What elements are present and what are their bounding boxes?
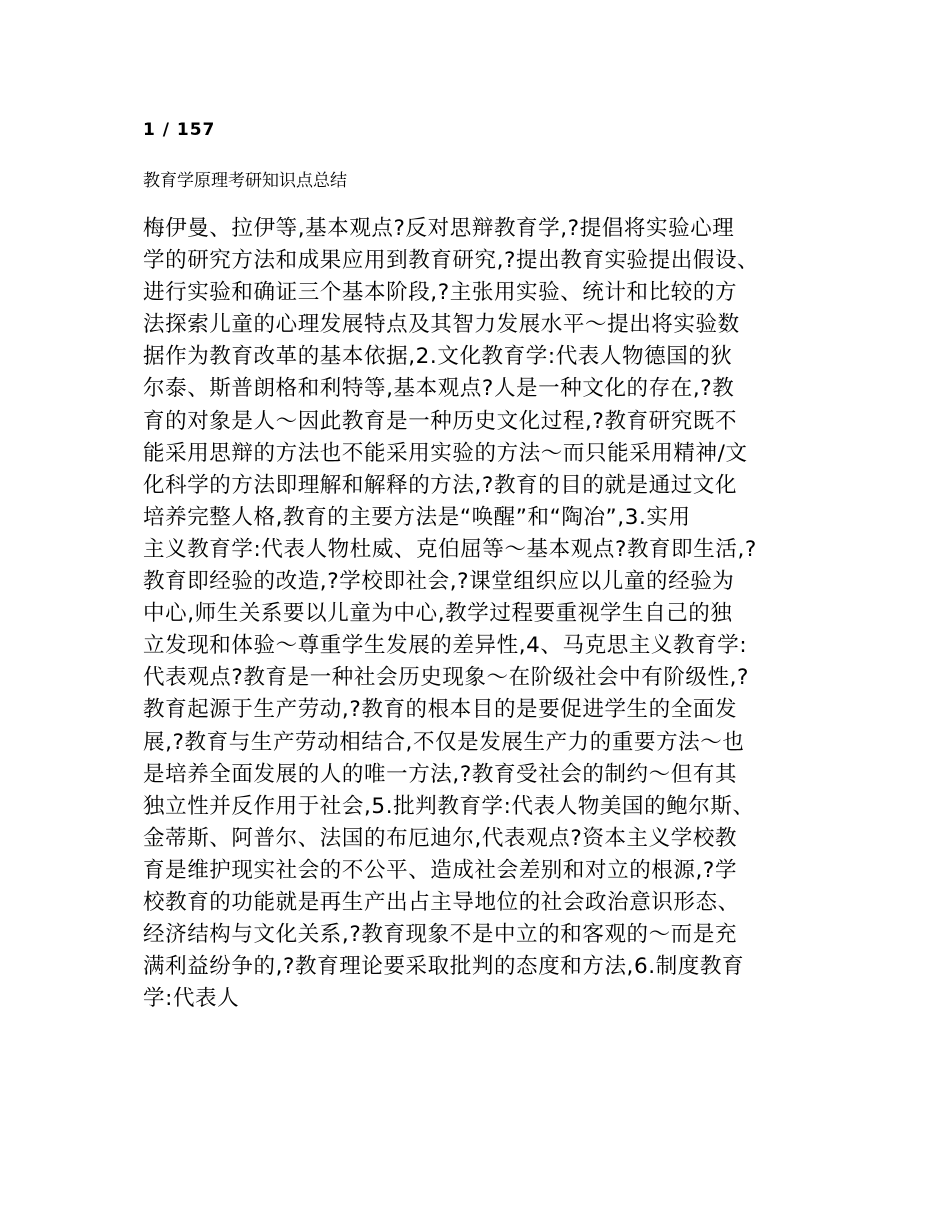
body-line: 金蒂斯、阿普尔、法国的布厄迪尔,代表观点?资本主义学校教	[143, 825, 738, 851]
body-line: 独立性并反作用于社会,5.批判教育学:代表人物美国的鲍尔斯、	[143, 793, 755, 819]
body-line: 立发现和体验～尊重学生发展的差异性,4、马克思主义教育学:	[143, 633, 748, 659]
body-line: 经济结构与文化关系,?教育现象不是中立的和客观的～而是充	[143, 922, 738, 948]
body-line: 教育起源于生产劳动,?教育的根本目的是要促进学生的全面发	[143, 697, 738, 723]
body-line: 校教育的功能就是再生产出占主导地位的社会政治意识形态、	[143, 889, 740, 915]
body-text	[143, 213, 823, 1015]
body-line: 能采用思辩的方法也不能采用实验的方法～而只能采用精神/文	[143, 440, 748, 466]
body-line: 教育即经验的改造,?学校即社会,?课堂组织应以儿童的经验为	[143, 569, 735, 595]
body-line: 化科学的方法即理解和解释的方法,?教育的目的就是通过文化	[143, 472, 738, 498]
body-line: 尔泰、斯普朗格和利特等,基本观点?人是一种文化的存在,?教	[143, 376, 735, 402]
body-line: 育是维护现实社会的不公平、造成社会差别和对立的根源,?学	[143, 857, 738, 883]
body-line: 满利益纷争的,?教育理论要采取批判的态度和方法,6.制度教育	[143, 954, 745, 980]
page-number: 1 / 157	[143, 120, 216, 140]
body-line: 育的对象是人～因此教育是一种历史文化过程,?教育研究既不	[143, 408, 738, 434]
body-line: 中心,师生关系要以儿童为中心,教学过程要重视学生自己的独	[143, 601, 733, 627]
body-line: 梅伊曼、拉伊等,基本观点?反对思辩教育学,?提倡将实验心理	[143, 216, 735, 241]
body-line: 据作为教育改革的基本依据,2.文化教育学:代表人物德国的狄	[143, 344, 733, 370]
body-line: 培养完整人格,教育的主要方法是“唤醒”和“陶冶”,3.实用	[143, 504, 691, 530]
body-line: 学:代表人	[143, 986, 240, 1012]
body-line: 学的研究方法和成果应用到教育研究,?提出教育实验提出假设、	[143, 248, 760, 274]
body-line: 进行实验和确证三个基本阶段,?主张用实验、统计和比较的方	[143, 280, 738, 306]
body-line: 是培养全面发展的人的唯一方法,?教育受社会的制约～但有其	[143, 761, 738, 787]
body-line: 法探索儿童的心理发展特点及其智力发展水平～提出将实验数	[143, 312, 740, 338]
body-line: 代表观点?教育是一种社会历史现象～在阶级社会中有阶级性,?	[143, 665, 750, 691]
body-line: 主义教育学:代表人物杜威、克伯屈等～基本观点?教育即生活,?	[143, 536, 757, 562]
document-title: 教育学原理考研知识点总结	[143, 171, 347, 191]
body-line: 展,?教育与生产劳动相结合,不仅是发展生产力的重要方法～也	[143, 729, 745, 755]
